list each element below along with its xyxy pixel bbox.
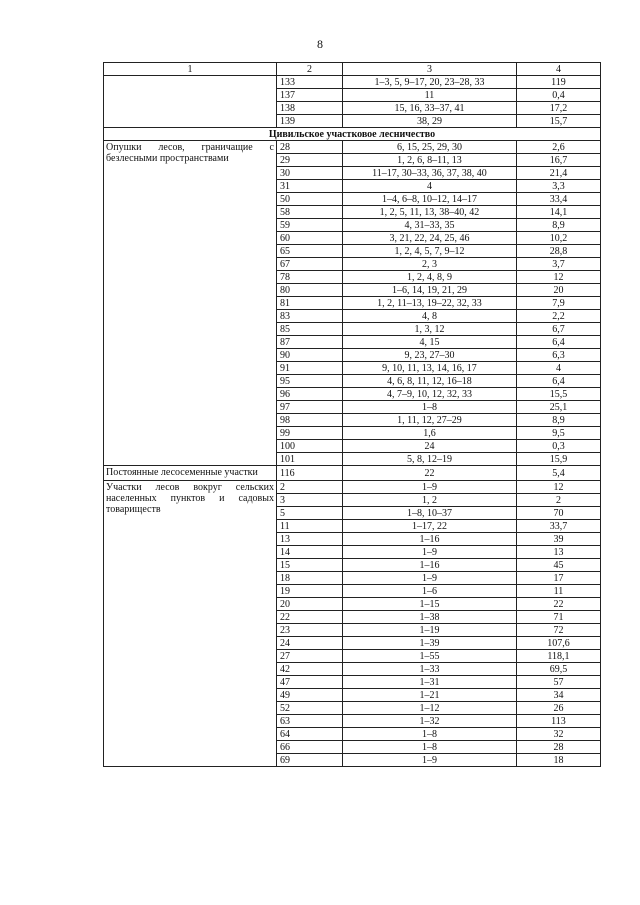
cell-c3: 1, 3, 12 <box>343 323 517 336</box>
cell-c3: 4, 8 <box>343 310 517 323</box>
cell-c3: 4, 7–9, 10, 12, 32, 33 <box>343 388 517 401</box>
cell-c2: 91 <box>277 362 343 375</box>
cell-c2: 31 <box>277 180 343 193</box>
cell-c3: 1–9 <box>343 754 517 767</box>
cell-c3: 1, 2, 5, 11, 13, 38–40, 42 <box>343 206 517 219</box>
cell-c3: 1,6 <box>343 427 517 440</box>
cell-c2: 133 <box>277 76 343 89</box>
cell-c2: 139 <box>277 115 343 128</box>
cell-c4: 8,9 <box>517 219 601 232</box>
cell-c4: 12 <box>517 271 601 284</box>
cell-c4: 118,1 <box>517 650 601 663</box>
cell-c3: 1, 2, 4, 8, 9 <box>343 271 517 284</box>
cell-c3: 1–33 <box>343 663 517 676</box>
cell-c4: 33,7 <box>517 520 601 533</box>
header-col-1: 1 <box>104 63 277 76</box>
cell-c2: 90 <box>277 349 343 362</box>
cell-c2: 67 <box>277 258 343 271</box>
cell-c3: 1–16 <box>343 559 517 572</box>
cell-c2: 14 <box>277 546 343 559</box>
cell-c2: 52 <box>277 702 343 715</box>
cell-c3: 1–12 <box>343 702 517 715</box>
cell-c4: 14,1 <box>517 206 601 219</box>
cell-c4: 33,4 <box>517 193 601 206</box>
category-label: Постоянные лесосеменные участки <box>106 467 258 478</box>
cell-c3: 11 <box>343 89 517 102</box>
cell-c4: 6,4 <box>517 375 601 388</box>
cell-c2: 97 <box>277 401 343 414</box>
table-body <box>104 63 601 767</box>
cell-c3: 1, 2, 6, 8–11, 13 <box>343 154 517 167</box>
cell-c3: 6, 15, 25, 29, 30 <box>343 141 517 154</box>
cell-c2: 23 <box>277 624 343 637</box>
cell-c3: 1–8 <box>343 728 517 741</box>
cell-c2: 87 <box>277 336 343 349</box>
cell-c3: 9, 10, 11, 13, 14, 16, 17 <box>343 362 517 375</box>
cell-c3: 4, 15 <box>343 336 517 349</box>
cell-c3: 1–17, 22 <box>343 520 517 533</box>
cell-c3: 1–4, 6–8, 10–12, 14–17 <box>343 193 517 206</box>
cell-c3: 1–8 <box>343 741 517 754</box>
category-cell <box>104 76 277 128</box>
cell-c4: 107,6 <box>517 637 601 650</box>
cell-c3: 1–15 <box>343 598 517 611</box>
cell-c3: 2, 3 <box>343 258 517 271</box>
cell-c3: 22 <box>343 466 517 481</box>
cell-c2: 100 <box>277 440 343 453</box>
cell-c4: 21,4 <box>517 167 601 180</box>
cell-c3: 1–8 <box>343 401 517 414</box>
cell-c3: 1, 11, 12, 27–29 <box>343 414 517 427</box>
cell-c3: 1, 2, 4, 5, 7, 9–12 <box>343 245 517 258</box>
section-row <box>104 128 601 141</box>
cell-c4: 12 <box>517 481 601 494</box>
cell-c4: 8,9 <box>517 414 601 427</box>
cell-c2: 13 <box>277 533 343 546</box>
cell-c3: 1–9 <box>343 546 517 559</box>
cell-c3: 1–9 <box>343 572 517 585</box>
cell-c4: 15,7 <box>517 115 601 128</box>
cell-c2: 101 <box>277 453 343 466</box>
cell-c2: 15 <box>277 559 343 572</box>
cell-c4: 71 <box>517 611 601 624</box>
cell-c2: 19 <box>277 585 343 598</box>
cell-c3: 1–9 <box>343 481 517 494</box>
cell-c3: 1–8, 10–37 <box>343 507 517 520</box>
forest-areas-table <box>103 62 601 767</box>
cell-c2: 3 <box>277 494 343 507</box>
cell-c2: 137 <box>277 89 343 102</box>
cell-c4: 2,6 <box>517 141 601 154</box>
cell-c2: 69 <box>277 754 343 767</box>
cell-c4: 2,2 <box>517 310 601 323</box>
cell-c4: 3,7 <box>517 258 601 271</box>
cell-c3: 1–32 <box>343 715 517 728</box>
cell-c4: 25,1 <box>517 401 601 414</box>
category-cell <box>104 481 277 767</box>
cell-c4: 20 <box>517 284 601 297</box>
cell-c2: 30 <box>277 167 343 180</box>
cell-c2: 138 <box>277 102 343 115</box>
cell-c2: 65 <box>277 245 343 258</box>
cell-c3: 24 <box>343 440 517 453</box>
cell-c4: 10,2 <box>517 232 601 245</box>
cell-c2: 28 <box>277 141 343 154</box>
cell-c2: 27 <box>277 650 343 663</box>
section-title: Цивильское участковое лесничество <box>104 128 601 141</box>
cell-c3: 11–17, 30–33, 36, 37, 38, 40 <box>343 167 517 180</box>
category-cell <box>104 466 277 481</box>
cell-c2: 95 <box>277 375 343 388</box>
cell-c2: 64 <box>277 728 343 741</box>
cell-c4: 70 <box>517 507 601 520</box>
table-row <box>104 481 601 494</box>
table-header-row <box>104 63 601 76</box>
cell-c4: 16,7 <box>517 154 601 167</box>
header-col-4: 4 <box>517 63 601 76</box>
cell-c3: 3, 21, 22, 24, 25, 46 <box>343 232 517 245</box>
cell-c3: 1–19 <box>343 624 517 637</box>
cell-c2: 96 <box>277 388 343 401</box>
cell-c3: 1, 2 <box>343 494 517 507</box>
cell-c2: 80 <box>277 284 343 297</box>
cell-c4: 69,5 <box>517 663 601 676</box>
cell-c2: 58 <box>277 206 343 219</box>
cell-c3: 1–6 <box>343 585 517 598</box>
cell-c3: 15, 16, 33–37, 41 <box>343 102 517 115</box>
cell-c4: 3,3 <box>517 180 601 193</box>
cell-c2: 29 <box>277 154 343 167</box>
cell-c4: 7,9 <box>517 297 601 310</box>
cell-c2: 2 <box>277 481 343 494</box>
cell-c2: 24 <box>277 637 343 650</box>
cell-c4: 5,4 <box>517 466 601 481</box>
cell-c2: 116 <box>277 466 343 481</box>
cell-c2: 47 <box>277 676 343 689</box>
cell-c3: 1–16 <box>343 533 517 546</box>
category-cell <box>104 141 277 466</box>
cell-c4: 6,7 <box>517 323 601 336</box>
cell-c4: 15,5 <box>517 388 601 401</box>
cell-c2: 66 <box>277 741 343 754</box>
cell-c3: 4, 31–33, 35 <box>343 219 517 232</box>
cell-c2: 59 <box>277 219 343 232</box>
cell-c3: 1–38 <box>343 611 517 624</box>
header-col-2: 2 <box>277 63 343 76</box>
cell-c4: 32 <box>517 728 601 741</box>
cell-c4: 39 <box>517 533 601 546</box>
cell-c3: 4 <box>343 180 517 193</box>
cell-c3: 4, 6, 8, 11, 12, 16–18 <box>343 375 517 388</box>
cell-c2: 22 <box>277 611 343 624</box>
cell-c2: 85 <box>277 323 343 336</box>
cell-c3: 1–21 <box>343 689 517 702</box>
cell-c3: 1, 2, 11–13, 19–22, 32, 33 <box>343 297 517 310</box>
cell-c3: 1–55 <box>343 650 517 663</box>
cell-c2: 78 <box>277 271 343 284</box>
page-number: 8 <box>317 37 323 51</box>
cell-c4: 113 <box>517 715 601 728</box>
cell-c2: 42 <box>277 663 343 676</box>
cell-c2: 49 <box>277 689 343 702</box>
cell-c4: 28 <box>517 741 601 754</box>
cell-c2: 20 <box>277 598 343 611</box>
cell-c4: 22 <box>517 598 601 611</box>
cell-c3: 38, 29 <box>343 115 517 128</box>
cell-c4: 34 <box>517 689 601 702</box>
cell-c2: 50 <box>277 193 343 206</box>
cell-c2: 81 <box>277 297 343 310</box>
cell-c3: 1–39 <box>343 637 517 650</box>
cell-c4: 72 <box>517 624 601 637</box>
cell-c2: 5 <box>277 507 343 520</box>
cell-c3: 1–31 <box>343 676 517 689</box>
cell-c4: 0,3 <box>517 440 601 453</box>
cell-c2: 99 <box>277 427 343 440</box>
cell-c3: 1–6, 14, 19, 21, 29 <box>343 284 517 297</box>
cell-c2: 11 <box>277 520 343 533</box>
cell-c3: 9, 23, 27–30 <box>343 349 517 362</box>
cell-c4: 0,4 <box>517 89 601 102</box>
cell-c4: 18 <box>517 754 601 767</box>
cell-c4: 17 <box>517 572 601 585</box>
cell-c4: 45 <box>517 559 601 572</box>
cell-c4: 15,9 <box>517 453 601 466</box>
cell-c4: 119 <box>517 76 601 89</box>
cell-c4: 17,2 <box>517 102 601 115</box>
cell-c4: 13 <box>517 546 601 559</box>
category-label: Участки лесов вокруг сельских населенных пунктов и садовых товариществ <box>106 482 274 515</box>
cell-c2: 98 <box>277 414 343 427</box>
cell-c2: 60 <box>277 232 343 245</box>
header-col-3: 3 <box>343 63 517 76</box>
cell-c2: 83 <box>277 310 343 323</box>
cell-c4: 4 <box>517 362 601 375</box>
cell-c4: 11 <box>517 585 601 598</box>
cell-c4: 57 <box>517 676 601 689</box>
cell-c4: 6,3 <box>517 349 601 362</box>
cell-c2: 63 <box>277 715 343 728</box>
table-row <box>104 141 601 154</box>
cell-c4: 26 <box>517 702 601 715</box>
table-row <box>104 466 601 481</box>
cell-c4: 28,8 <box>517 245 601 258</box>
cell-c3: 1–3, 5, 9–17, 20, 23–28, 33 <box>343 76 517 89</box>
cell-c4: 2 <box>517 494 601 507</box>
cell-c2: 18 <box>277 572 343 585</box>
category-label: Опушки лесов, граничащие с безлесными пространствами <box>106 142 274 164</box>
table-row <box>104 76 601 89</box>
cell-c4: 6,4 <box>517 336 601 349</box>
cell-c3: 5, 8, 12–19 <box>343 453 517 466</box>
cell-c4: 9,5 <box>517 427 601 440</box>
